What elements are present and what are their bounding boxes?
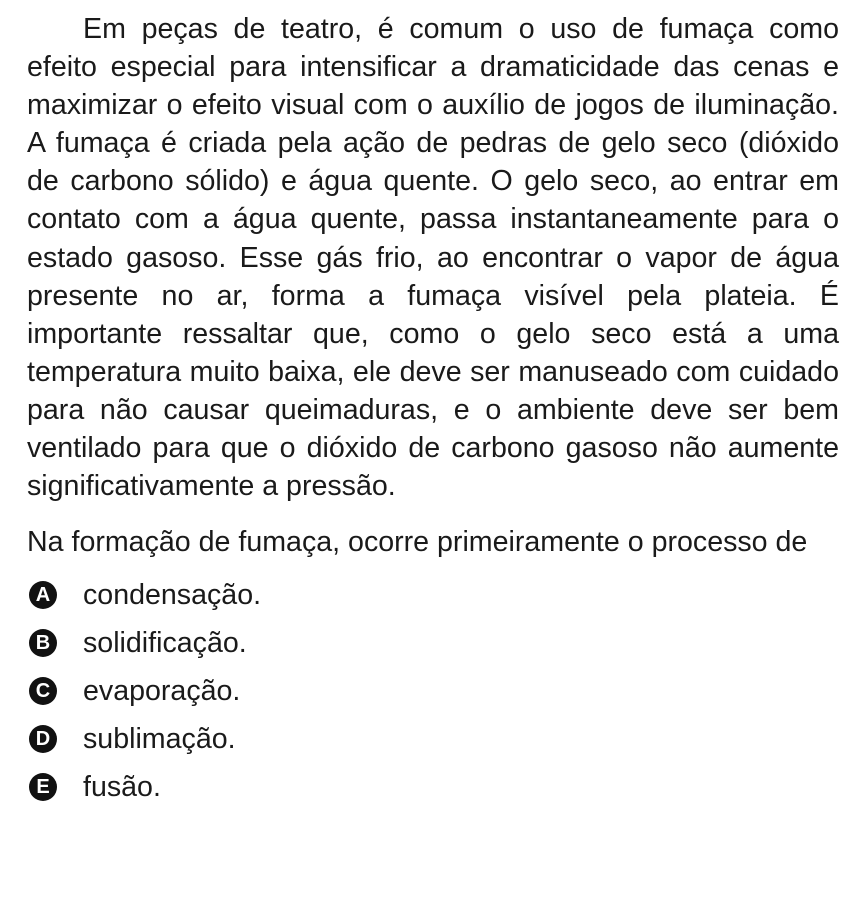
passage-text: Em peças de teatro, é comum o uso de fumaça como efeito especial para intensificar a dramaticidade das cenas e maximizar o efeito visual com o auxílio de jogos de iluminação. A fumaça é criada pela ação de pedras de gelo seco (dióxido de carbono sólido) e água quente. O gelo seco, ao entrar em contato com a água quente, passa instantaneamente para o estado gasoso. Esse gás frio, ao encontrar o vapor de água presente no ar, forma a fumaça visível pela plateia. É importante ressaltar que, como o gelo seco está a uma temperatura muito baixa, ele deve ser manuseado com cuidado para não causar queimaduras, e o ambiente deve ser bem ventilado para que o dióxido de carbono gasoso não aumente significativamente a pressão.	[27, 13, 839, 503]
option-e[interactable]	[27, 763, 839, 811]
option-d-letter-badge: D	[29, 725, 57, 753]
option-b-letter-badge: B	[29, 629, 57, 657]
option-e-letter-badge: E	[29, 773, 57, 801]
option-d[interactable]	[27, 715, 839, 763]
option-c[interactable]	[27, 667, 839, 715]
question-stem: Na formação de fumaça, ocorre primeiramente o processo de	[27, 526, 808, 559]
option-a-text: condensação.	[83, 578, 262, 611]
option-b[interactable]	[27, 619, 839, 667]
question-document	[27, 10, 839, 811]
option-c-text: evaporação.	[83, 674, 241, 707]
option-b-text: solidificação.	[83, 626, 247, 659]
option-a[interactable]	[27, 571, 839, 619]
option-d-text: sublimação.	[83, 722, 236, 755]
option-a-letter-badge: A	[29, 581, 57, 609]
option-e-text: fusão.	[83, 770, 161, 803]
answer-options	[27, 571, 839, 811]
option-c-letter-badge: C	[29, 677, 57, 705]
